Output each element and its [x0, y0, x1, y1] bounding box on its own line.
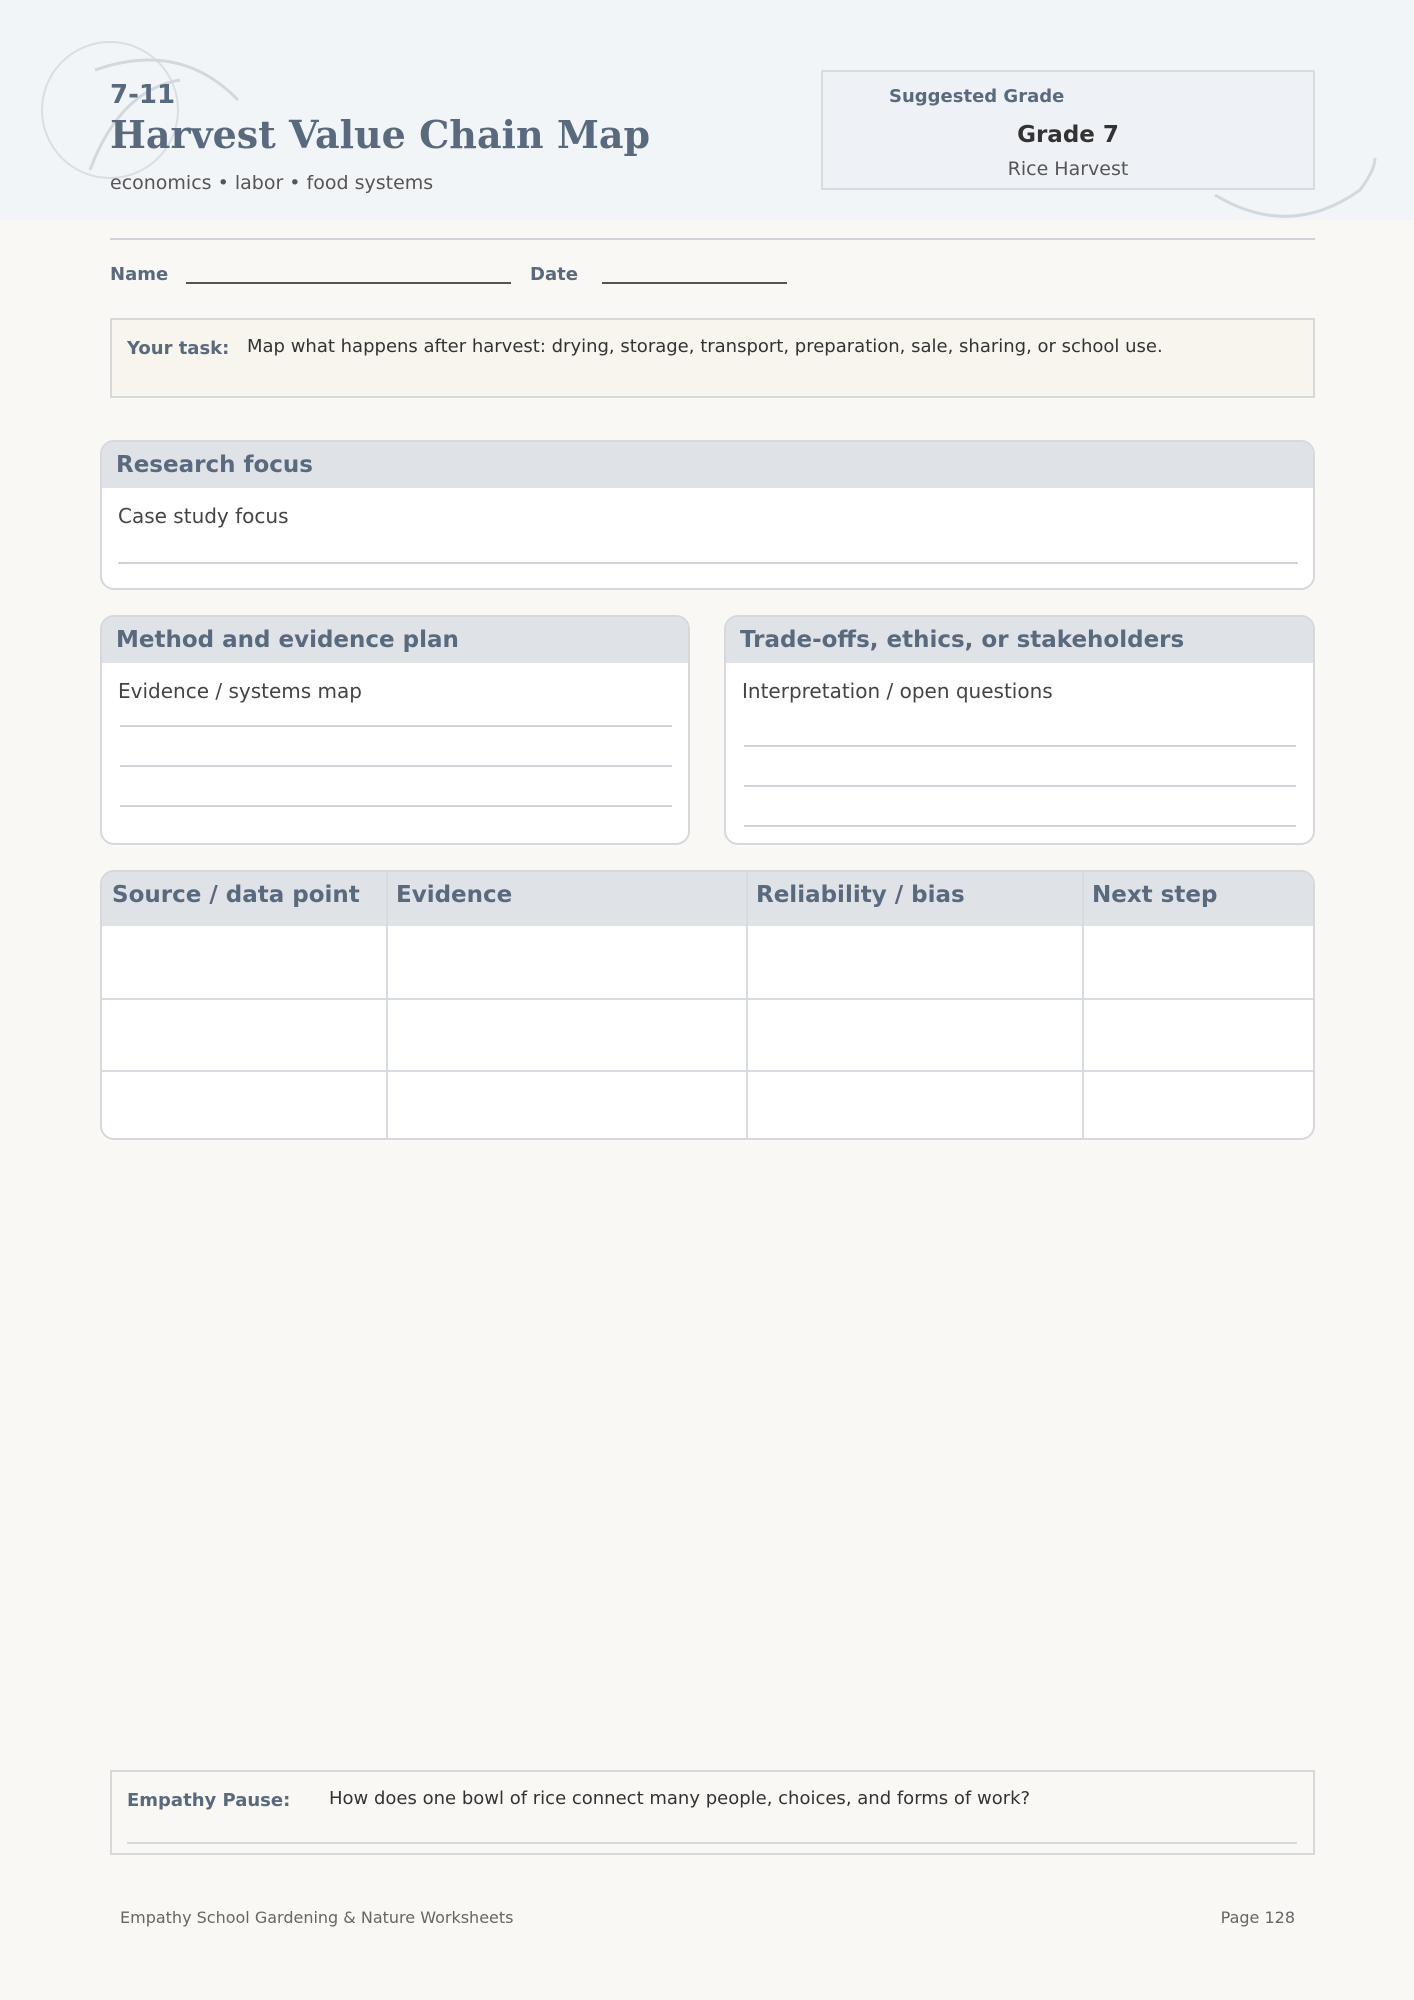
empathy-pause-label: Empathy Pause: — [127, 1790, 291, 1811]
empathy-write-line[interactable] — [127, 1842, 1297, 1844]
table-column-divider — [1082, 872, 1084, 1140]
case-study-label: Case study focus — [118, 504, 289, 528]
method-write-line[interactable] — [120, 805, 672, 807]
method-title: Method and evidence plan — [102, 617, 688, 663]
header-band — [0, 0, 1414, 220]
case-study-write-line[interactable] — [118, 562, 1298, 564]
name-label: Name — [110, 264, 169, 285]
footer-page-number: Page 128 — [1220, 1908, 1295, 1927]
tradeoffs-write-line[interactable] — [744, 745, 1296, 747]
suggested-grade-value: Grade 7 — [1017, 122, 1119, 148]
empathy-pause-question: How does one bowl of rice connect many people, choices, and forms of work? — [329, 1788, 1031, 1809]
empathy-pause-box — [110, 1770, 1315, 1855]
header-divider — [110, 238, 1315, 240]
task-text: Map what happens after harvest: drying, storage, transport, preparation, sale, sharing, or school use. — [247, 336, 1163, 357]
date-label: Date — [530, 264, 578, 285]
suggested-grade-label: Suggested Grade — [889, 86, 1065, 107]
method-write-line[interactable] — [120, 765, 672, 767]
interpretation-label: Interpretation / open questions — [742, 679, 1053, 703]
tradeoffs-title: Trade-offs, ethics, or stakeholders — [726, 617, 1313, 663]
table-column-divider — [386, 872, 388, 1140]
method-write-line[interactable] — [120, 725, 672, 727]
evidence-table — [100, 870, 1315, 1140]
table-row-divider — [102, 998, 1315, 1000]
page-subtitle: economics • labor • food systems — [110, 172, 434, 194]
task-label: Your task: — [127, 338, 230, 359]
date-field[interactable] — [602, 282, 787, 284]
tradeoffs-panel — [724, 615, 1315, 845]
method-panel — [100, 615, 690, 845]
page-title: Harvest Value Chain Map — [110, 112, 651, 157]
tradeoffs-write-line[interactable] — [744, 785, 1296, 787]
table-header-evidence: Evidence — [386, 872, 746, 926]
name-field[interactable] — [186, 282, 511, 284]
evidence-map-label: Evidence / systems map — [118, 679, 362, 703]
research-focus-title: Research focus — [102, 442, 1313, 488]
suggested-grade-topic: Rice Harvest — [1007, 158, 1129, 180]
table-header-reliability: Reliability / bias — [746, 872, 1082, 926]
table-header-source: Source / data point — [102, 872, 386, 926]
table-row-divider — [102, 1070, 1315, 1072]
table-column-divider — [746, 872, 748, 1140]
grade-range: 7-11 — [110, 80, 176, 110]
task-box — [110, 318, 1315, 398]
suggested-grade-box — [821, 70, 1315, 190]
table-header-next-step: Next step — [1082, 872, 1315, 926]
footer-publisher: Empathy School Gardening & Nature Worksheets — [120, 1908, 514, 1927]
tradeoffs-write-line[interactable] — [744, 825, 1296, 827]
research-focus-panel — [100, 440, 1315, 590]
